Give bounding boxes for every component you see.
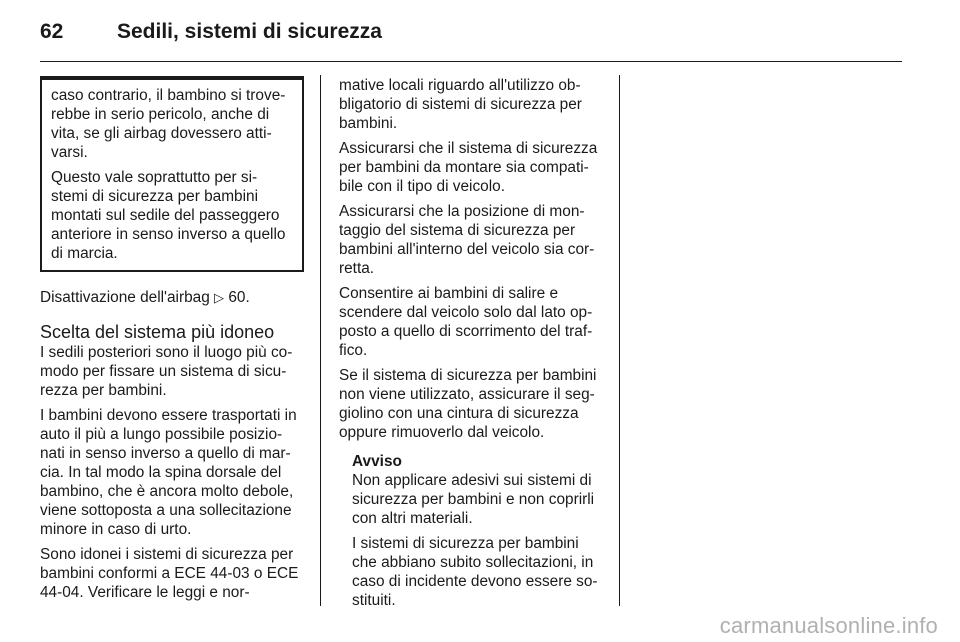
airbag-reference-text: Disattivazione dell'airbag xyxy=(40,289,210,306)
notice-block xyxy=(352,452,605,610)
left-column xyxy=(40,76,304,602)
body-paragraph: Consentire ai bambini di salire e scendere dal veicolo solo dal lato op-posto a quello di scorrimento del traf-fico. xyxy=(339,285,593,359)
watermark: carmanualsonline.info xyxy=(719,613,938,638)
airbag-reference-page[interactable]: 60. xyxy=(228,289,250,306)
body-paragraph: I bambini devono essere trasportati in auto il più a lungo possibile posizio-nati in senso inverso a quello di mar-cia. In tal modo la spina dorsale del bambino, che è ancora molto debole, viene sottoposta a una sollecitazione minore in caso di urto. xyxy=(40,407,297,538)
page-number: 62 xyxy=(40,20,64,43)
body-paragraph: Assicurarsi che la posizione di mon-taggio del sistema di sicurezza per bambini all'interno del veicolo sia cor-retta. xyxy=(339,203,595,277)
notice-label: Avviso xyxy=(352,453,402,470)
airbag-reference xyxy=(40,288,304,307)
warning-paragraph: caso contrario, il bambino si trove-rebbe in serio pericolo, anche di vita, se gli airbag dovessero atti-varsi. xyxy=(51,87,286,161)
middle-column xyxy=(339,76,605,610)
page-title: Sedili, sistemi di sicurezza xyxy=(117,20,382,43)
column-divider-right xyxy=(619,75,620,606)
body-paragraph: Sono idonei i sistemi di sicurezza per bambini conformi a ECE 44-03 o ECE 44-04. Verificare le leggi e nor- xyxy=(40,546,299,601)
body-paragraph: Se il sistema di sicurezza per bambini non viene utilizzato, assicurare il seg-giolino con una cintura di sicurezza oppure rimuoverlo dal veicolo. xyxy=(339,367,597,441)
notice-paragraph: Non applicare adesivi sui sistemi di sicurezza per bambini e non coprirli con altri materiali. xyxy=(352,472,595,527)
warning-box xyxy=(40,76,304,272)
reference-arrow-icon: ▷ xyxy=(214,290,225,305)
column-divider-left xyxy=(320,75,321,606)
warning-paragraph: Questo vale soprattutto per si-stemi di sicurezza per bambini montati sul sedile del passeggero anteriore in senso inverso a quello di marcia. xyxy=(51,169,286,262)
body-paragraph: I sedili posteriori sono il luogo più co-modo per fissare un sistema di sicu-rezza per bambini. xyxy=(40,344,293,399)
header-rule xyxy=(40,61,902,62)
notice-paragraph: I sistemi di sicurezza per bambini che abbiano subito sollecitazioni, in caso di incidente devono essere so-stituiti. xyxy=(352,535,598,609)
body-paragraph: Assicurarsi che il sistema di sicurezza per bambini da montare sia compati-bile con il tipo di veicolo. xyxy=(339,140,598,195)
section-heading: Scelta del sistema più idoneo xyxy=(40,322,275,342)
body-paragraph: mative locali riguardo all'utilizzo ob-bligatorio di sistemi di sicurezza per bambini. xyxy=(339,77,582,132)
